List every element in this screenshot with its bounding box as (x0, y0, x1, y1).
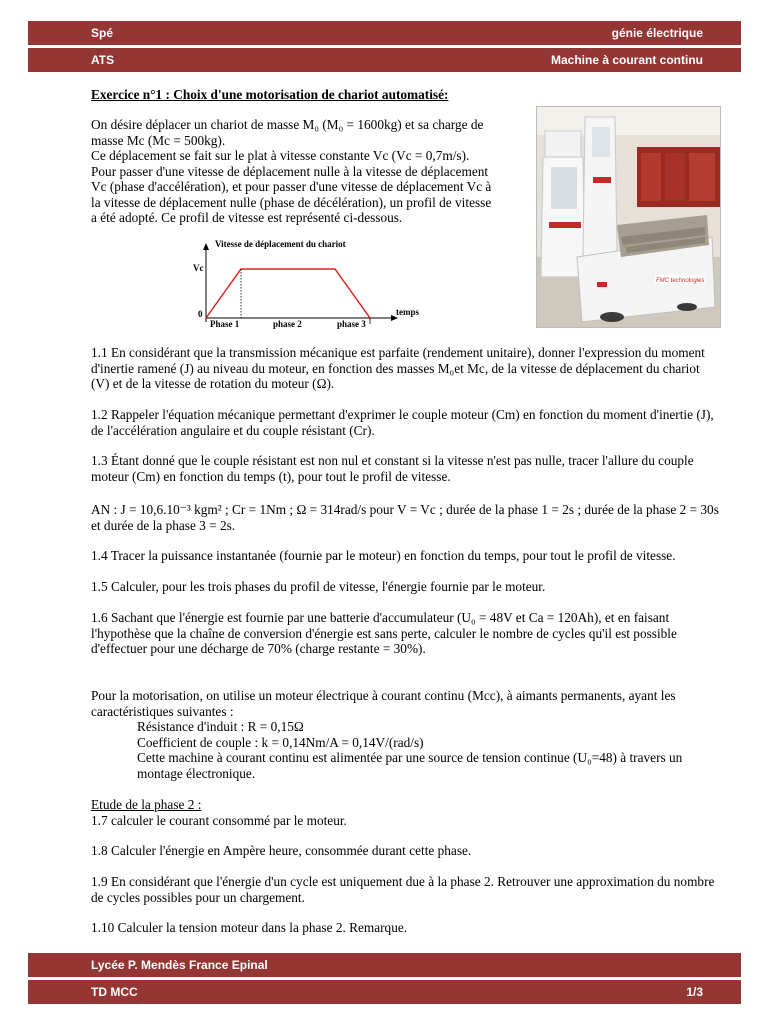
question-text: 1.5 Calculer, pour les trois phases du profil de vitesse, l'énergie fournie par le moteur. (91, 579, 546, 594)
phase-label: Phase 1 (210, 319, 240, 329)
an-text: AN : J = 10,6.10⁻³ kgm² ; Cr = 1Nm ; Ω = 314rad/s pour V = Vc ; durée de la phase 1 = 2s ; durée de la phase 2 = 30s et durée de la phase 3 = 2s. (91, 502, 719, 533)
question-1-8 (91, 843, 721, 859)
question-1-9 (91, 874, 721, 905)
phase-2-study (91, 797, 721, 828)
footer-school: Lycée P. Mendès France Epinal (91, 958, 268, 972)
intro-paragraph (91, 117, 521, 226)
question-1-5 (91, 579, 721, 595)
phase-label: phase 3 (337, 319, 366, 329)
header-subject: génie électrique (611, 26, 703, 40)
phase-label: phase 2 (273, 319, 302, 329)
question-1-2 (91, 407, 721, 438)
exercise-title: Exercice n°1 : Choix d'une motorisation de chariot automatisé: (91, 87, 449, 102)
intro-line: la vitesse de déplacement nulle (phase de décélération), un profil de vitesse (91, 194, 492, 210)
question-1-7: 1.7 calculer le courant consommé par le moteur. (91, 812, 347, 828)
question-text: 1.3 Étant donné que le couple résistant est non nul et constant si la vitesse n'est pas nulle, tracer l'allure du couple moteur (Cm) en fonction du temps (t), pour tout le profil de vitesse. (91, 453, 694, 484)
cart-illustration (537, 107, 720, 327)
numerical-application (91, 502, 721, 533)
question-1-4 (91, 548, 721, 564)
question-text: 1.8 Calculer l'énergie en Ampère heure, consommée durant cette phase. (91, 843, 472, 858)
phase-2-title: Etude de la phase 2 : (91, 797, 202, 812)
footer-course: TD MCC (91, 985, 138, 999)
question-1-1 (91, 345, 721, 392)
header-level: Spé (91, 26, 114, 40)
question-1-10 (91, 920, 721, 936)
question-text: 1.4 Tracer la puissance instantanée (fournie par le moteur) en fonction du temps, pour tout le profil de vitesse. (91, 548, 676, 563)
header-band-topic (28, 48, 741, 72)
question-text: 1.9 En considérant que l'énergie d'un cycle est uniquement due à la phase 2. Retrouver une approximation du nombre de cycles possibles pour un chargement. (91, 874, 715, 905)
question-text: 1.10 Calculer la tension moteur dans la phase 2. Remarque. (91, 920, 408, 935)
speed-profile-chart (190, 234, 430, 332)
motor-characteristics (91, 688, 721, 781)
supply-description: Cette machine à courant continu est alimentée par une source de tension continue (U₀=48) à travers un montage électronique. (137, 750, 683, 781)
header-topic: Machine à courant continu (550, 53, 703, 67)
question-1-6 (91, 610, 721, 657)
header-band-subject (28, 21, 741, 45)
y-axis-arrow (203, 243, 209, 250)
question-text: 1.1 En considérant que la transmission mécanique est parfaite (rendement unitaire), donner l'expression du moment d'inertie ramené (J) au niveau du moteur, en fonction des masses M₀et Mc, de la vitesse de déplacement du chariot (V) et de la vitesse de rotation du moteur (Ω). (91, 345, 705, 391)
intro-line: On désire déplacer un chariot de masse M₀ (M₀ = 1600kg) et sa charge de (91, 117, 484, 132)
intro-line: masse Mc (Mc = 500kg). (91, 132, 226, 148)
question-text: 1.2 Rappeler l'équation mécanique permettant d'exprimer le couple moteur (Cm) en fonction du moment d'inertie (J), de l'accélération angulaire et du couple résistant (Cr). (91, 407, 714, 438)
exercise-title-block (91, 87, 721, 103)
y-axis-label: Vc (193, 263, 204, 273)
armature-resistance: Résistance d'induit : R = 0,15Ω (137, 719, 304, 734)
question-text: 1.6 Sachant que l'énergie est fournie par une batterie d'accumulateur (U₀ = 48V et Ca = 120Ah), et en faisant l'hypothèse que la chaîne de conversion d'énergie est sans perte, calculer le nombre de cycles qu'il est possible d'effectuer pour une décharge de 70% (charge restante = 30%). (91, 610, 677, 656)
x-axis-label: temps (396, 307, 419, 317)
footer-band-school (28, 953, 741, 977)
photo-brand-text: FMC technologies (656, 278, 705, 284)
intro-line: a été adopté. Ce profil de vitesse est représenté ci-dessous. (91, 210, 403, 225)
page-number: 1/3 (686, 985, 703, 999)
header-class: ATS (91, 53, 115, 67)
motor-intro: Pour la motorisation, on utilise un moteur électrique à courant continu (Mcc), à aimants permanents, ayant les caractéristiques suivantes : (91, 688, 676, 719)
chart-title: Vitesse de déplacement du chariot (215, 239, 346, 249)
question-1-3 (91, 453, 721, 484)
torque-coefficient: Coefficient de couple : k = 0,14Nm/A = 0,14V/(rad/s) (137, 734, 424, 750)
intro-line: Pour passer d'une vitesse de déplacement nulle à la vitesse de déplacement (91, 163, 489, 179)
intro-line: Ce déplacement se fait sur le plat à vitesse constante Vc (Vc = 0,7m/s). (91, 148, 470, 163)
cart-photo (536, 106, 721, 328)
origin-label: 0 (198, 309, 203, 319)
footer-band-course (28, 980, 741, 1004)
speed-series-line (206, 269, 370, 318)
intro-line: Vc (phase d'accélération), et pour passer d'une vitesse de déplacement Vc à (91, 179, 492, 194)
